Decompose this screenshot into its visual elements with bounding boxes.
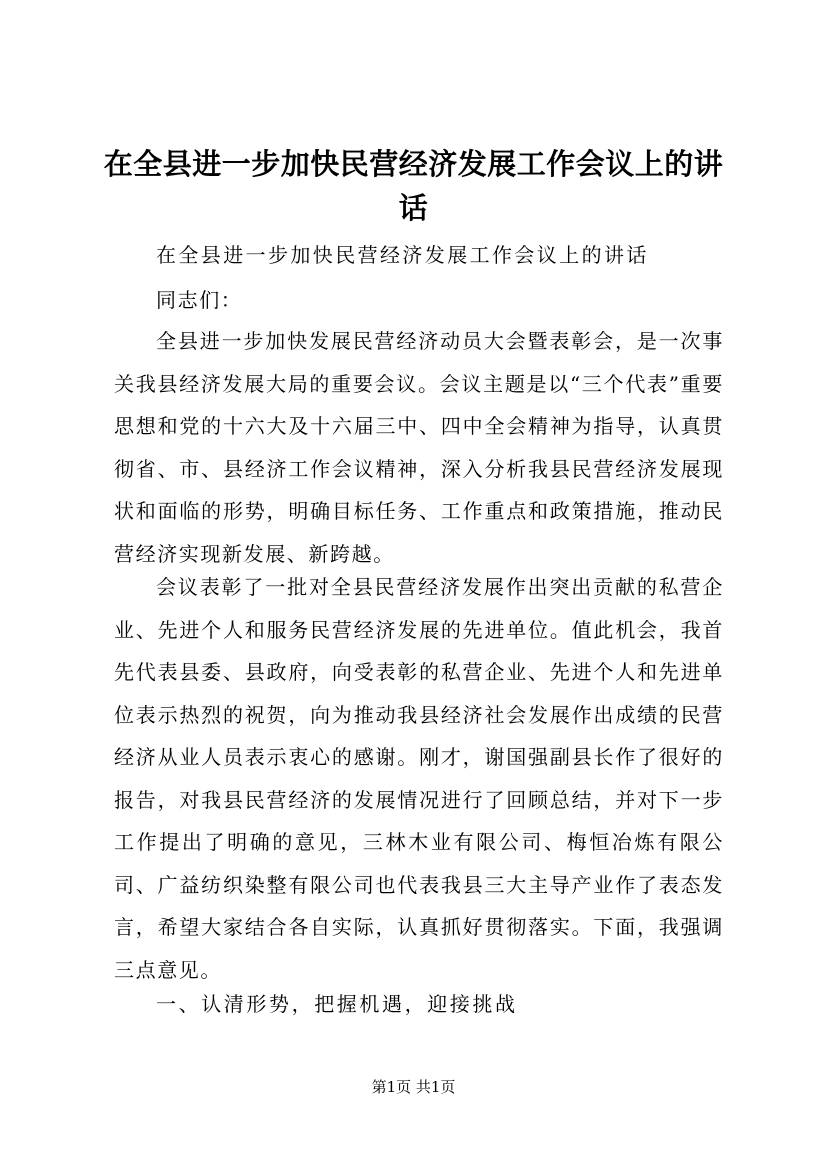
section-heading-1: 一、认清形势，把握机遇，迎接挑战 <box>156 992 518 1016</box>
page-footer: 第1页 共1页 <box>371 1078 456 1096</box>
salutation: 同志们： <box>156 288 243 312</box>
document-title: 在全县进一步加快民营经济发展工作会议上的讲话 <box>103 147 724 225</box>
paragraph-1: 全县进一步加快发展民营经济动员大会暨表彰会，是一次事关我县经济发展大局的重要会议。会议主题是以“三个代表”重要思想和党的十六大及十六届三中、四中全会精神为指导，认真贯彻省、市、县经济工作会议精神，深入分析我县民营经济发展现状和面临的形势，明确目标任务、工作重点和政策措施，推动民营经济实现新发展、新跨越。 <box>114 329 724 566</box>
document-subtitle: 在全县进一步加快民营经济发展工作会议上的讲话 <box>156 243 649 267</box>
paragraph-2: 会议表彰了一批对全县民营经济发展作出突出贡献的私营企业、先进个人和服务民营经济发展的先进单位。值此机会，我首先代表县委、县政府，向受表彰的私营企业、先进个人和先进单位表示热烈的祝贺，向为推动我县经济社会发展作出成绩的民营经济从业人员表示衷心的感谢。刚才，谢国强副县长作了很好的报告，对我县民营经济的发展情况进行了回顾总结，并对下一步工作提出了明确的意见，三林木业有限公司、梅恒冶炼有限公司、广益纺织染整有限公司也代表我县三大主导产业作了表态发言，希望大家结合各自实际，认真抓好贯彻落实。下面，我强调三点意见。 <box>114 575 724 982</box>
